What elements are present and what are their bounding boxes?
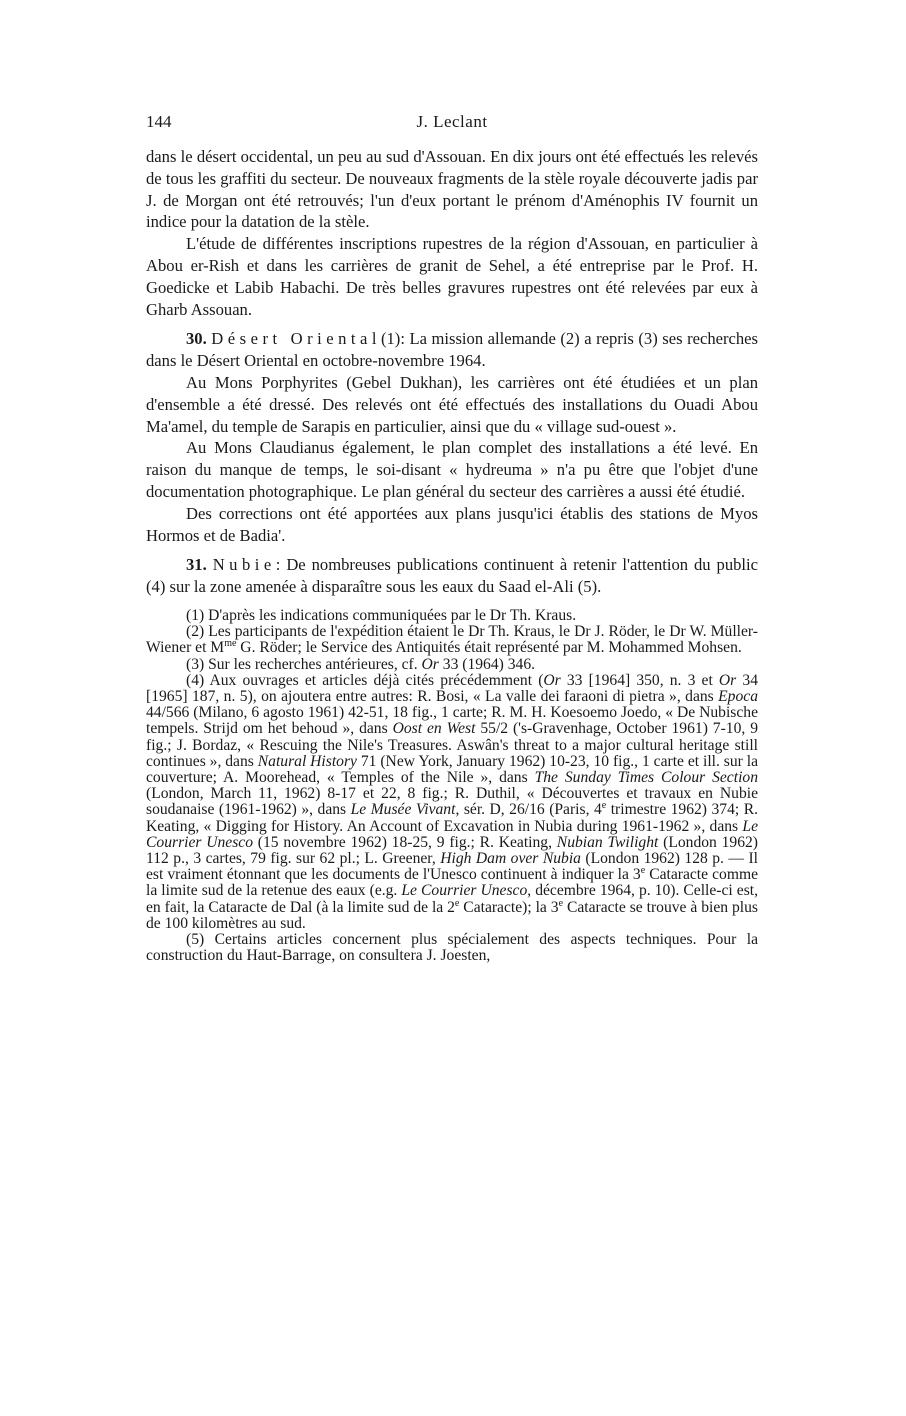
footnote-2-text-b: G. Röder; le Service des Antiquités était représenté par M. Mohammed Mohsen. <box>236 639 742 657</box>
footnote-4-citation-title: Nubian Twilight <box>556 833 659 851</box>
footnote-4-citation-title: Natural History <box>257 752 357 770</box>
section-31-paragraph <box>146 554 758 598</box>
section-31-number: 31. <box>186 555 207 575</box>
footnote-4-superscript: e <box>601 800 607 812</box>
footnote-3 <box>146 657 758 673</box>
paragraph-mons-porphyrites: Au Mons Porphyrites (Gebel Dukhan), les carrières ont été étudiées et un plan d'ensemble a été dressé. Des relevés ont été effectués des installations du Ouadi Abou Ma'amel, du temple de Sarapis en particulier, ainsi que du « village sud-ouest ». <box>146 372 758 436</box>
footnote-4-text: 55/2 ('s-Gravenhage, October 1961) 7-10, 9 fig.; J. Bordaz, « Rescuing the Nile's Treasures. Aswân's threat to a major cultural heritage still continues », dans <box>146 720 758 770</box>
footnote-4-text: trimestre 1962) 374; R. Keating, « Digging for History. An Account of Excavation in Nubia during 1961-1962 », dans <box>146 801 759 835</box>
footnote-4-text: (London 1962) 112 p., 3 cartes, 79 fig. sur 62 pl.; L. Greener, <box>146 833 758 867</box>
footnote-4-citation-title: Le Musée Vivant <box>350 801 456 819</box>
footnote-4-citation-title: Le Courrier Unesco <box>146 817 758 851</box>
section-31-text-c: . <box>597 577 602 597</box>
main-text <box>146 146 758 964</box>
paragraph-continuation: dans le désert occidental, un peu au sud d'Assouan. En dix jours ont été effectués les relevés de tous les graffiti du secteur. De nouveaux fragments de la stèle royale découverte jadis par J. de Morgan ont été retrouvés; l'un d'eux portant le prénom d'Aménophis IV fournit un indice pour la datation de la stèle. <box>146 147 758 232</box>
footnote-3-text-a: (3) Sur les recherches antérieures, cf. <box>186 655 422 673</box>
footnote-4 <box>146 673 758 932</box>
footnote-ref-1[interactable]: (1) <box>380 329 401 349</box>
footnote-4-text: 33 [1964] 350, n. 3 et <box>560 671 719 689</box>
footnote-4-text: Cataracte se trouve à bien plus de 100 kilomètres au sud. <box>146 898 758 932</box>
footnote-4-text: Cataracte comme la limite sud de la retenue des eaux (e.g. <box>146 866 758 900</box>
footnote-3-journal: Or <box>421 655 439 673</box>
paragraph-mons-claudianus: Au Mons Claudianus également, le plan complet des installations a été levé. En raison du manque de temps, le soi-disant « hydreuma » n'a pu être que l'objet d'une documentation photographique. Le plan général du secteur des carrières a aussi été étudié. <box>146 438 758 501</box>
page-number: 144 <box>146 112 172 131</box>
footnote-4-text: , décembre 1964, p. 10). Celle-ci est, en fait, la Cataracte de Dal (à la limite sud de la 2 <box>146 882 758 916</box>
footnote-5: (5) Certains articles concernent plus spécialement des aspects techniques. Pour la construction du Haut-Barrage, on consultera J. Joesten, <box>146 931 758 965</box>
footnote-2-text-a: (2) Les participants de l'expédition étaient le Dr Th. Kraus, le Dr J. Röder, le Dr W. Müller-Wiener et M <box>146 623 758 657</box>
footnote-ref-3[interactable]: (3) <box>638 329 658 349</box>
footnote-3-text-b: 33 (1964) 346. <box>438 655 536 673</box>
section-31-title: Nubie <box>212 555 276 575</box>
footnote-4-citation-title: Or <box>543 671 561 689</box>
footnote-4-citation-title: High Dam over Nubia <box>440 849 581 867</box>
section-31-text-b: sur la zone amenée à disparaître sous les eaux du Saad el-Ali <box>165 577 578 597</box>
footnote-4-text: (4) Aux ouvrages et articles déjà cités précédemment ( <box>186 671 544 689</box>
footnote-4-text: (London 1962) 128 p. — Il est vraiment étonnant que les documents de l'Unesco continuent à indiquer la 3 <box>146 849 758 884</box>
footnote-4-superscript: e <box>558 897 564 909</box>
footnote-4-text: 34 [1965] 187, n. 5), on ajoutera entre autres: R. Bosi, « La valle dei faraoni di pietra », dans <box>146 671 758 705</box>
footnote-4-text: Cataracte); la 3 <box>459 898 559 916</box>
footnote-1: (1) D'après les indications communiquées par le Dr Th. Kraus. <box>186 606 577 624</box>
paragraph-corrections: Des corrections ont été apportées aux plans jusqu'ici établis des stations de Myos Hormos et de Badia'. <box>146 503 758 545</box>
footnotes <box>146 608 758 964</box>
section-30-number: 30. <box>186 329 207 349</box>
footnote-4-citation-title: Or <box>718 671 737 689</box>
footnote-ref-5[interactable]: (5) <box>577 577 598 597</box>
section-30-text-c: ses recherches dans le Désert Oriental en octobre-novembre 1964. <box>146 329 759 371</box>
footnote-4-citation-title: The Sunday Times Colour Section <box>534 768 758 786</box>
section-31-text-a: : De nombreuses publications continuent à retenir l'attention du public <box>275 555 758 575</box>
footnote-4-text: (London, March 11, 1962) 8-17 et 22, 8 fig.; R. Duthil, « Découvertes et travaux en Nubie soudanaise (1961-1962) », dans <box>146 785 758 819</box>
footnote-2-superscript: me <box>224 638 237 650</box>
section-30-paragraph <box>146 328 758 372</box>
footnote-4-citation-title: Epoca <box>718 687 758 705</box>
running-head-author: J. Leclant <box>416 112 488 131</box>
footnote-2 <box>146 624 758 656</box>
paragraph-assouan-inscriptions: L'étude de différentes inscriptions rupestres de la région d'Assouan, en particulier à Abou er-Rish et dans les carrières de granit de Sehel, a été entreprise par le Prof. H. Goedicke et Labib Habachi. De très belles gravures rupestres ont été relevées par eux à Gharb Assouan. <box>146 234 758 319</box>
footnote-4-text: , sér. D, 26/16 (Paris, 4 <box>455 801 602 819</box>
footnote-ref-4[interactable]: (4) <box>146 577 166 597</box>
footnote-4-text: 71 (New York, January 1962) 10-23, 10 fig., 1 carte et ill. sur la couverture; A. Moorehead, « Temples of the Nile », dans <box>146 752 758 786</box>
footnote-4-citation-title: Le Courrier Unesco <box>401 882 528 900</box>
footnote-4-text: 44/566 (Milano, 6 agosto 1961) 42-51, 18 fig., 1 carte; R. M. H. Koesoemo Joedo, « De Nubische tempels. Strijd om het behoud », dans <box>146 704 758 738</box>
section-30-text-a: : La mission allemande <box>400 329 561 349</box>
running-header <box>146 112 758 138</box>
footnote-4-text: (15 novembre 1962) 18-25, 9 fig.; R. Keating, <box>253 833 557 851</box>
section-30-text-b: a repris <box>579 329 639 349</box>
section-30-title: Désert Oriental <box>211 329 381 349</box>
footnote-ref-2[interactable]: (2) <box>560 329 580 349</box>
footnote-4-superscript: e <box>640 865 646 876</box>
footnote-4-citation-title: Oost en West <box>392 720 476 738</box>
footnote-4-superscript: e <box>454 897 460 909</box>
